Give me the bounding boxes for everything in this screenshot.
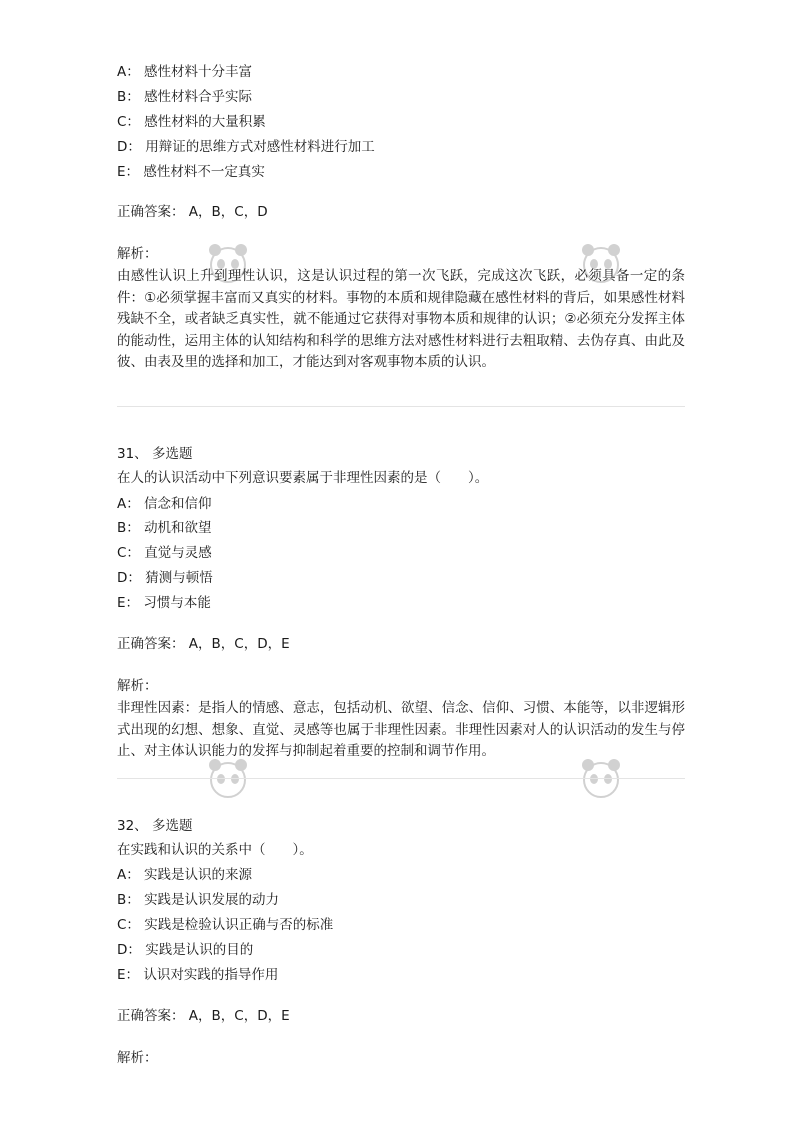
section-divider [117, 778, 685, 779]
answer-label: 正确答案： [117, 1008, 185, 1024]
q32-analysis-label: 解析： [117, 1050, 158, 1066]
option-text: 习惯与本能 [143, 595, 211, 611]
q30-option-d [117, 137, 375, 157]
option-text: 感性材料十分丰富 [144, 64, 253, 80]
option-text: 认识对实践的指导作用 [143, 967, 279, 983]
document-page [117, 0, 685, 1132]
option-text: 实践是检验认识正确与否的标准 [144, 917, 334, 933]
q30-answer [117, 202, 268, 222]
option-text: 动机和欲望 [144, 520, 212, 536]
option-text: 猜测与顿悟 [145, 570, 213, 586]
q31-answer [117, 634, 290, 654]
question-number: 32、 [117, 818, 148, 834]
answer-value: A，B，C，D，E [188, 636, 290, 652]
answer-label: 正确答案： [117, 636, 185, 652]
q31-option-c [117, 543, 212, 563]
option-key: B： [117, 892, 140, 908]
option-key: E： [117, 967, 140, 983]
q32-option-a [117, 865, 252, 885]
option-key: E： [117, 164, 140, 180]
q30-analysis-text: 由感性认识上升到理性认识，这是认识过程的第一次飞跃，完成这次飞跃，必须具备一定的条件：①必须掌握丰富而又真实的材料。事物的本质和规律隐藏在感性材料的背后，如果感性材料残缺不全，或者缺乏真实性，就不能通过它获得对事物本质和规律的认识；②必须充分发挥主体的能动性，运用主体的认知结构和科学的思维方法对感性材料进行去粗取精、去伪存真、由此及彼、由表及里的选择和加工，才能达到对客观事物本质的认识。 [117, 268, 685, 370]
option-text: 用辩证的思维方式对感性材料进行加工 [145, 139, 375, 155]
q32-header [117, 816, 192, 836]
section-divider [117, 406, 685, 407]
q32-option-e [117, 965, 278, 985]
option-text: 实践是认识发展的动力 [144, 892, 280, 908]
option-key: D： [117, 942, 141, 958]
q32-answer [117, 1006, 290, 1026]
question-number: 31、 [117, 446, 148, 462]
q32-option-c [117, 915, 333, 935]
q31-header [117, 444, 192, 464]
option-key: C： [117, 114, 140, 130]
option-text: 实践是认识的来源 [144, 867, 253, 883]
option-text: 感性材料的大量积累 [144, 114, 266, 130]
q30-option-b [117, 87, 252, 107]
option-key: A： [117, 867, 140, 883]
q30-option-a [117, 62, 252, 82]
answer-value: A，B，C，D，E [188, 1008, 290, 1024]
answer-value: A，B，C，D [188, 204, 268, 220]
q31-analysis-text: 非理性因素：是指人的情感、意志，包括动机、欲望、信念、信仰、习惯、本能等，以非逻辑形式出现的幻想、想象、直觉、灵感等也属于非理性因素。非理性因素对人的认识活动的发生与停止、对主体认识能力的发挥与抑制起着重要的控制和调节作用。 [117, 700, 685, 759]
q32-stem: 在实践和认识的关系中（ ）。 [117, 842, 313, 858]
option-key: C： [117, 545, 140, 561]
q31-option-e [117, 593, 211, 613]
option-key: D： [117, 139, 141, 155]
option-text: 实践是认识的目的 [145, 942, 254, 958]
q31-option-a [117, 494, 212, 514]
option-key: B： [117, 89, 140, 105]
q30-analysis-label: 解析： [117, 246, 158, 262]
q31-option-d [117, 568, 213, 588]
q30-option-e [117, 162, 265, 182]
q31-stem: 在人的认识活动中下列意识要素属于非理性因素的是（ ）。 [117, 470, 489, 486]
option-key: A： [117, 64, 140, 80]
q32-option-d [117, 940, 253, 960]
question-type: 多选题 [151, 446, 193, 462]
option-text: 感性材料合乎实际 [144, 89, 253, 105]
option-key: B： [117, 520, 140, 536]
option-key: C： [117, 917, 140, 933]
q31-analysis-label: 解析： [117, 678, 158, 694]
option-key: E： [117, 595, 140, 611]
option-key: D： [117, 570, 141, 586]
option-key: A： [117, 496, 140, 512]
q32-option-b [117, 890, 279, 910]
q31-option-b [117, 518, 212, 538]
question-type: 多选题 [151, 818, 193, 834]
answer-label: 正确答案： [117, 204, 185, 220]
option-text: 信念和信仰 [144, 496, 212, 512]
q30-option-c [117, 112, 266, 132]
option-text: 感性材料不一定真实 [143, 164, 265, 180]
option-text: 直觉与灵感 [144, 545, 212, 561]
